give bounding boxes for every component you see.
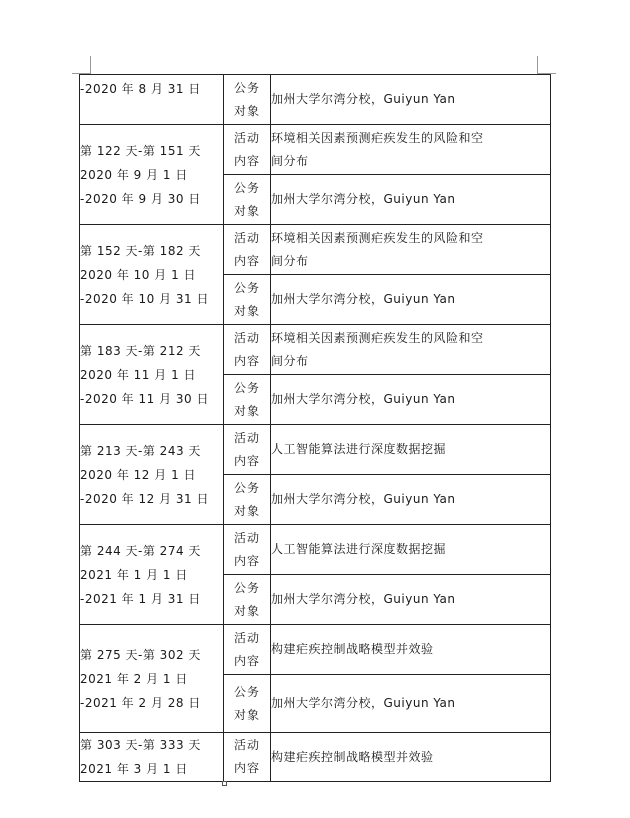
label-line: 内容 xyxy=(233,553,260,568)
content-cell xyxy=(271,225,551,275)
period-start-date: 2020 年 10 月 1 日 xyxy=(80,267,197,282)
content-label-cell xyxy=(224,625,271,675)
target-cell xyxy=(271,675,551,733)
content-label-cell xyxy=(224,425,271,475)
target-text: 加州大学尔湾分校，Guiyun Yan xyxy=(271,492,456,506)
target-label-cell xyxy=(224,175,271,225)
label-line: 公务 xyxy=(233,580,260,595)
table-row xyxy=(80,125,551,175)
table-row xyxy=(80,525,551,575)
period-start-date: 2020 年 11 月 1 日 xyxy=(80,367,197,382)
period-end-date: -2020 年 9 月 30 日 xyxy=(80,191,201,206)
content-cell xyxy=(271,733,551,782)
label-line: 活动 xyxy=(233,530,260,545)
table-row xyxy=(80,625,551,675)
label-line: 内容 xyxy=(233,253,260,268)
label-line: 对象 xyxy=(233,503,260,518)
table-row xyxy=(80,75,551,125)
period-start-date: 2021 年 1 月 1 日 xyxy=(80,567,188,582)
period-cell xyxy=(80,625,224,733)
content-text: 构建疟疾控制战略模型并效验 xyxy=(271,642,434,656)
label-line: 公务 xyxy=(233,280,260,295)
period-days: 第 152 天-第 182 天 xyxy=(80,243,201,258)
target-label-cell xyxy=(224,275,271,325)
label-line: 对象 xyxy=(233,203,260,218)
period-end-date: -2021 年 2 月 28 日 xyxy=(80,695,201,710)
label-line: 对象 xyxy=(233,103,260,118)
table-row xyxy=(80,425,551,475)
period-days: 第 303 天-第 333 天 xyxy=(80,738,201,752)
label-line: 活动 xyxy=(233,430,260,445)
margin-mark-top-right-vertical xyxy=(537,56,538,74)
target-text: 加州大学尔湾分校，Guiyun Yan xyxy=(271,292,456,306)
content-cell xyxy=(271,425,551,475)
period-cell xyxy=(80,225,224,325)
schedule-table xyxy=(79,74,551,782)
period-cell xyxy=(80,325,224,425)
period-days: 第 244 天-第 274 天 xyxy=(80,543,201,558)
target-label-cell xyxy=(224,575,271,625)
content-label-cell xyxy=(224,733,271,782)
table-row xyxy=(80,325,551,375)
period-start-date: 2020 年 12 月 1 日 xyxy=(80,467,197,482)
label-line: 活动 xyxy=(233,230,260,245)
paragraph-end-mark xyxy=(222,781,227,786)
period-start-date: 2021 年 2 月 1 日 xyxy=(80,671,188,686)
period-cell xyxy=(80,125,224,225)
period-start-date: 2021 年 3 月 1 日 xyxy=(80,762,188,776)
label-line: 对象 xyxy=(233,707,260,722)
target-text: 加州大学尔湾分校，Guiyun Yan xyxy=(271,92,456,106)
period-end-date: -2020 年 8 月 31 日 xyxy=(80,82,201,96)
period-days: 第 122 天-第 151 天 xyxy=(80,143,201,158)
period-cell xyxy=(80,75,224,125)
target-cell xyxy=(271,275,551,325)
content-text: 间分布 xyxy=(271,353,309,368)
content-text: 环境相关因素预测疟疾发生的风险和空 xyxy=(271,330,484,345)
label-line: 活动 xyxy=(233,330,260,345)
target-cell xyxy=(271,575,551,625)
period-cell xyxy=(80,733,224,782)
content-label-cell xyxy=(224,225,271,275)
period-days: 第 183 天-第 212 天 xyxy=(80,343,201,358)
period-cell xyxy=(80,425,224,525)
period-days: 第 275 天-第 302 天 xyxy=(80,647,201,662)
content-text: 间分布 xyxy=(271,153,309,168)
label-line: 对象 xyxy=(233,603,260,618)
period-end-date: -2020 年 10 月 31 日 xyxy=(80,291,209,306)
content-cell xyxy=(271,325,551,375)
target-label-cell xyxy=(224,375,271,425)
content-text: 间分布 xyxy=(271,253,309,268)
label-line: 公务 xyxy=(233,180,260,195)
period-days: 第 213 天-第 243 天 xyxy=(80,443,201,458)
content-text: 人工智能算法进行深度数据挖掘 xyxy=(271,442,447,456)
content-cell xyxy=(271,125,551,175)
content-text: 构建疟疾控制战略模型并效验 xyxy=(271,749,434,764)
target-cell xyxy=(271,75,551,125)
content-text: 环境相关因素预测疟疾发生的风险和空 xyxy=(271,230,484,245)
margin-mark-top-left-vertical xyxy=(90,56,91,74)
content-label-cell xyxy=(224,125,271,175)
label-line: 内容 xyxy=(233,153,260,168)
period-start-date: 2020 年 9 月 1 日 xyxy=(80,167,188,182)
target-label-cell xyxy=(224,675,271,733)
label-line: 公务 xyxy=(233,80,260,95)
content-label-cell xyxy=(224,325,271,375)
table-row xyxy=(80,225,551,275)
content-label-cell xyxy=(224,525,271,575)
label-line: 内容 xyxy=(233,453,260,468)
label-line: 内容 xyxy=(233,653,260,668)
target-text: 加州大学尔湾分校，Guiyun Yan xyxy=(271,696,456,710)
target-cell xyxy=(271,375,551,425)
table-row xyxy=(80,733,551,782)
period-end-date: -2020 年 11 月 30 日 xyxy=(80,391,209,406)
label-line: 内容 xyxy=(233,353,260,368)
content-cell xyxy=(271,625,551,675)
label-line: 公务 xyxy=(233,380,260,395)
target-cell xyxy=(271,175,551,225)
content-text: 环境相关因素预测疟疾发生的风险和空 xyxy=(271,130,484,145)
label-line: 活动 xyxy=(233,130,260,145)
target-text: 加州大学尔湾分校，Guiyun Yan xyxy=(271,192,456,206)
label-line: 活动 xyxy=(233,630,260,645)
label-line: 公务 xyxy=(233,684,260,699)
label-line: 对象 xyxy=(233,403,260,418)
period-end-date: -2021 年 1 月 31 日 xyxy=(80,591,201,606)
target-text: 加州大学尔湾分校，Guiyun Yan xyxy=(271,592,456,606)
period-cell xyxy=(80,525,224,625)
target-label-cell xyxy=(224,475,271,525)
label-line: 对象 xyxy=(233,303,260,318)
target-text: 加州大学尔湾分校，Guiyun Yan xyxy=(271,392,456,406)
target-cell xyxy=(271,475,551,525)
content-text: 人工智能算法进行深度数据挖掘 xyxy=(271,542,447,556)
label-line: 活动 xyxy=(233,738,260,752)
label-line: 公务 xyxy=(233,480,260,495)
label-line: 内容 xyxy=(233,761,260,775)
target-label-cell xyxy=(224,75,271,125)
content-cell xyxy=(271,525,551,575)
period-end-date: -2020 年 12 月 31 日 xyxy=(80,491,209,506)
